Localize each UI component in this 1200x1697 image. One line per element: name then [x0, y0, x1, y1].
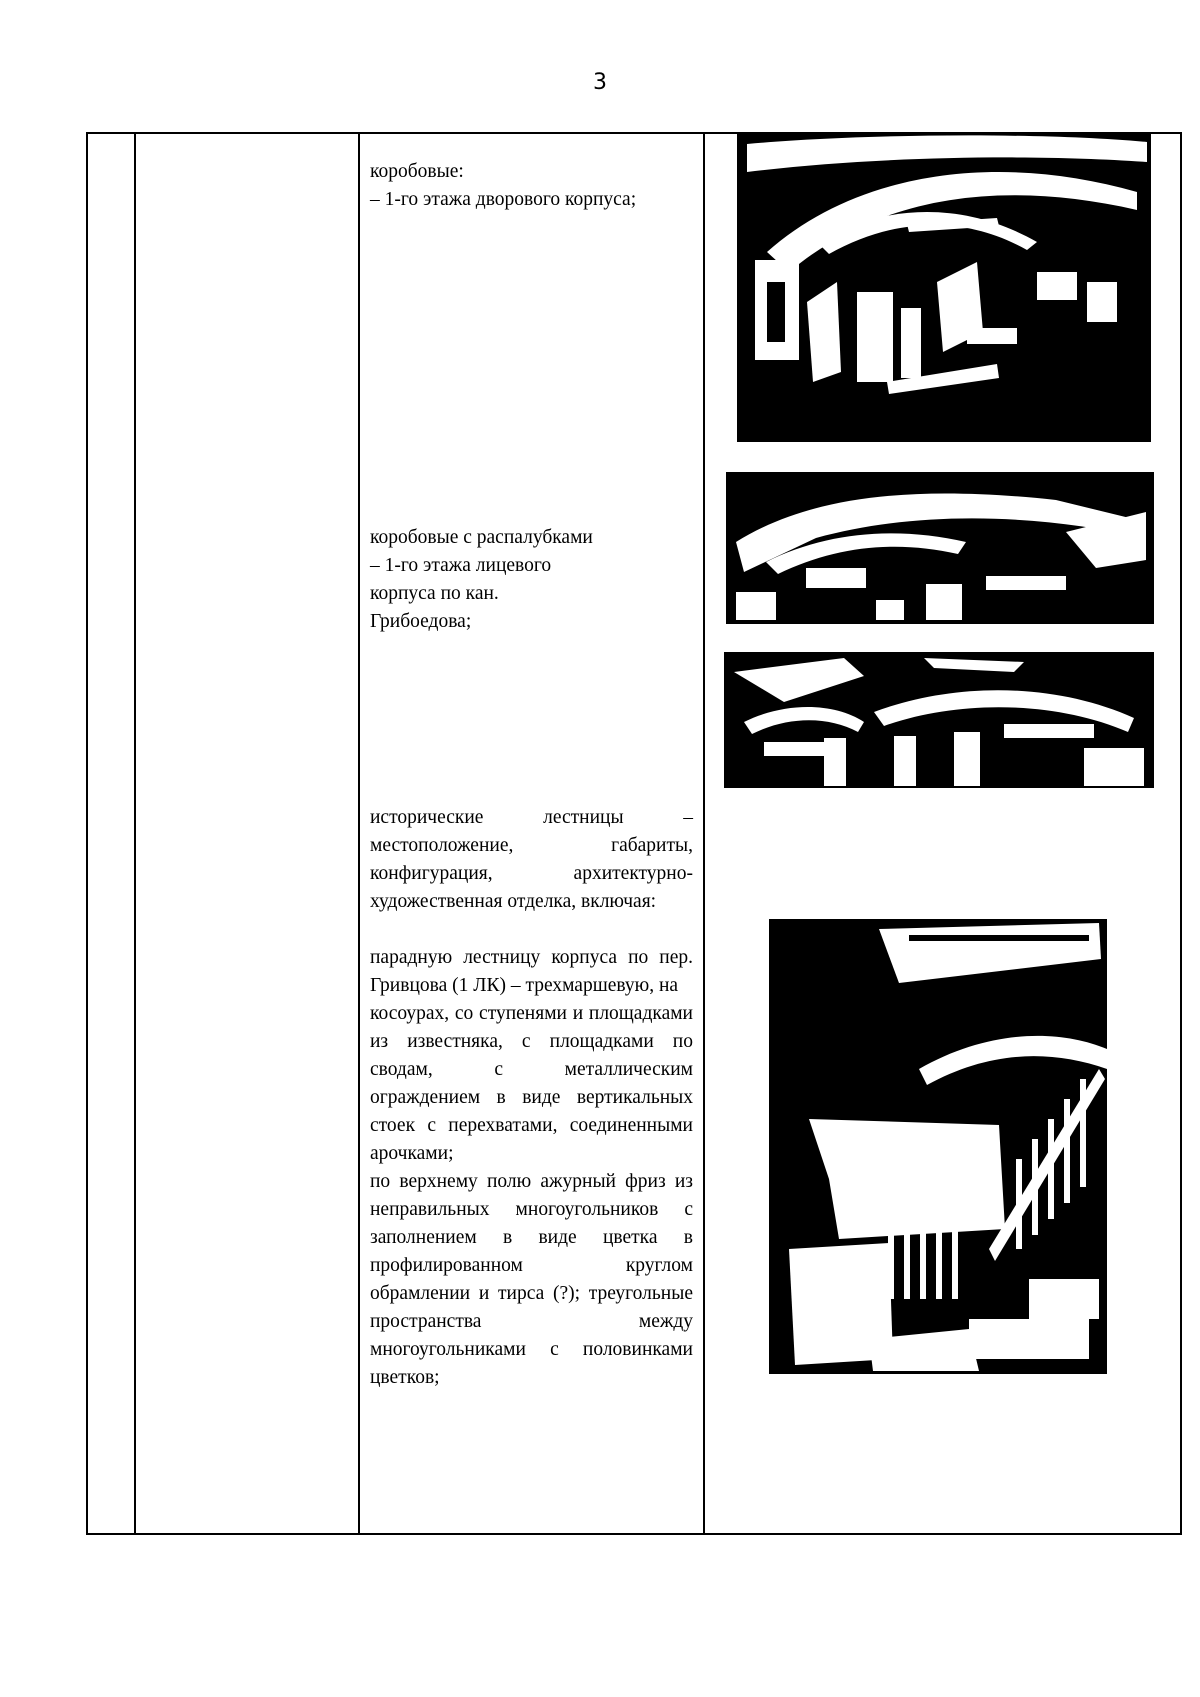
staircase-photo-icon: [769, 919, 1107, 1374]
stairs-intro: исторические лестницы – местоположение, габариты, конфигурация, архитектурно-художественная отделка, включая:: [370, 807, 693, 912]
vaults-korobovye-heading: коробовые:: [370, 161, 464, 182]
column-border-4: [703, 132, 705, 1535]
column-border-5: [1180, 132, 1182, 1535]
vaults-korobovye-item: – 1-го этажа дворового корпуса;: [370, 189, 637, 210]
vaults-korobovye-text: [370, 158, 693, 214]
table-bottom-border: [86, 1533, 1182, 1535]
stairs-paragraph-2: косоурах, со ступенями и площадками из известняка, с площадками по сводам, с металлическим ограждением в виде вертикальных стоек с перехватами, соединенными арочками;: [370, 1003, 693, 1164]
column-border-2: [134, 132, 136, 1535]
vault-courtyard-photo-icon: [737, 132, 1151, 442]
vaults-raspalubki-line: Грибоедова;: [370, 611, 472, 632]
vaults-raspalubki-line: коробовые с распалубками: [370, 527, 593, 548]
vaults-raspalubki-line: корпуса по кан.: [370, 583, 499, 604]
vault-facade-photo-1-icon: [726, 472, 1154, 624]
stairs-text: [370, 804, 693, 1392]
stairs-paragraph-1: парадную лестницу корпуса по пер. Гривцова (1 ЛК) – трехмаршевую, на: [370, 947, 693, 996]
vaults-raspalubki-line: – 1-го этажа лицевого: [370, 555, 552, 576]
column-border-3: [358, 132, 360, 1535]
stairs-paragraph-3: по верхнему полю ажурный фриз из неправильных многоугольников с заполнением в виде цветка в профилированном круглом обрамлении и тирса (?); треугольные пространства между многоугольниками с половинками цветков;: [370, 1171, 693, 1388]
column-border-1: [86, 132, 88, 1535]
vaults-raspalubki-text: [370, 524, 693, 636]
vault-facade-photo-2-icon: [724, 652, 1154, 788]
page-number: 3: [593, 70, 607, 95]
